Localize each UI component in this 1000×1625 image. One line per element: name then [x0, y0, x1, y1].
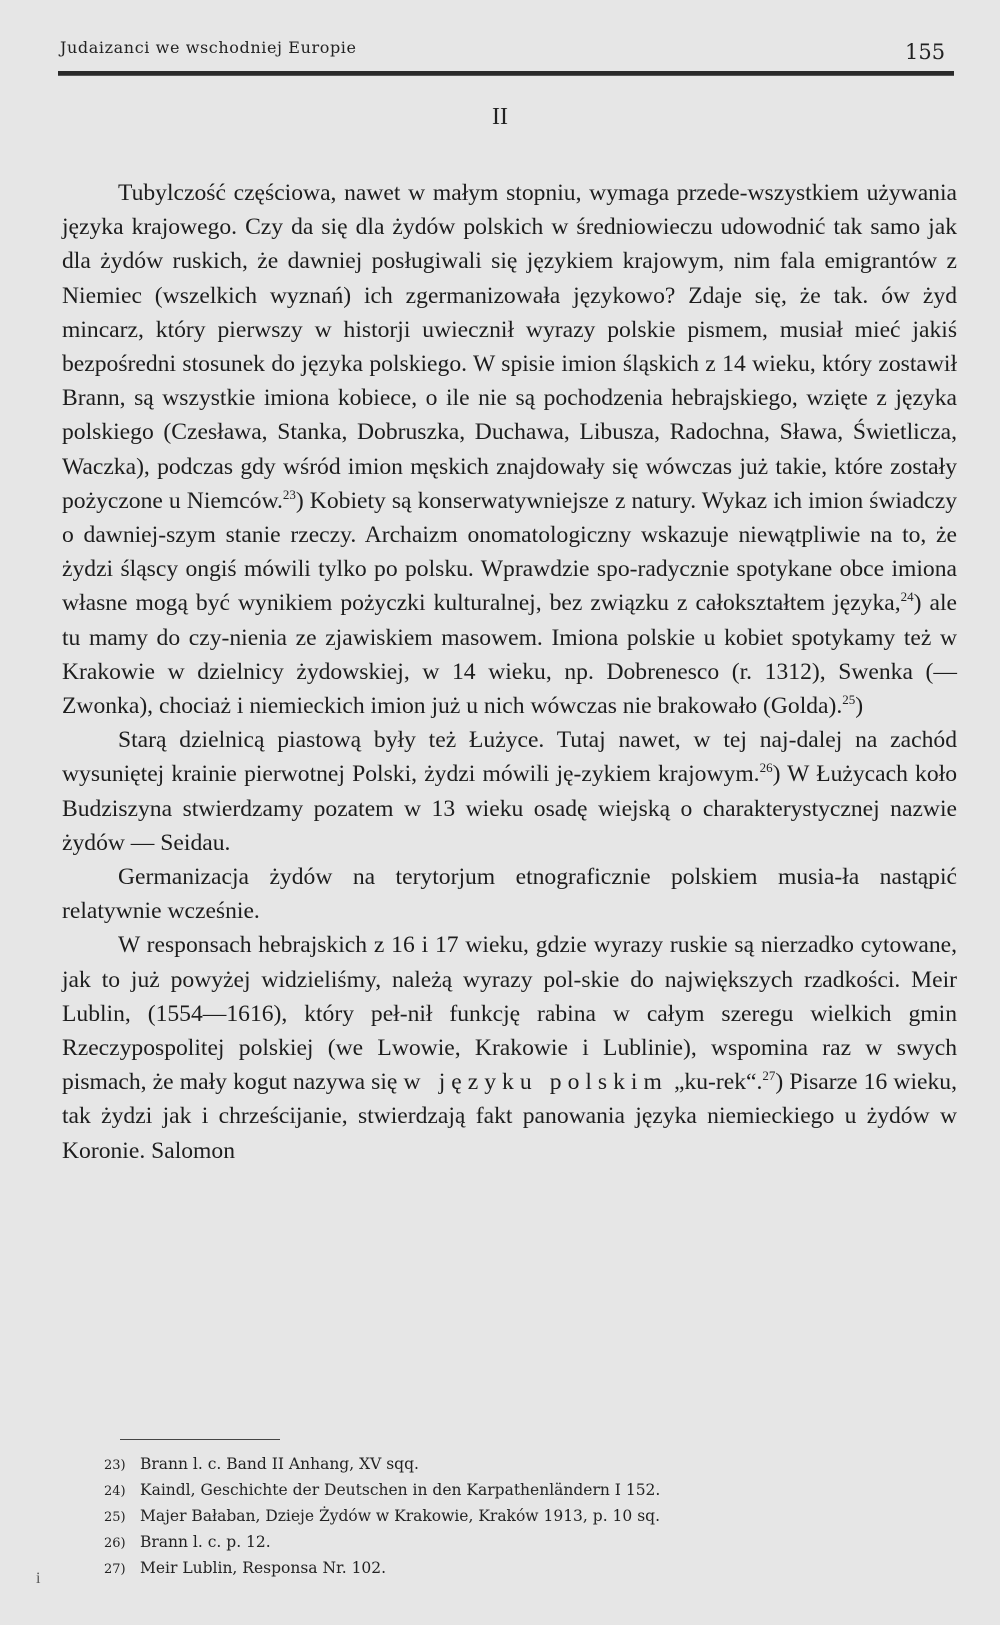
paragraph-tubylczosc: Tubylczość częściowa, nawet w małym stopniu, wymaga przede-wszystkiem używania języka krajowego. Czy da się dla żydów polskich w średniowieczu udowodnić tak samo jak dla żydów ruskich, że dawniej posługiwali się językiem krajowym, nim fala emigrantów z Niemiec (wszelkich wyznań) ich zgermanizowała językowo? Zdaje się, że tak. ów żyd mincarz, który pierwszy w historji uwiecznił wyrazy polskie pismem, musiał mieć jakiś bezpośredni stosunek do języka polskiego. W spisie imion śląskich z 14 wieku, który zostawił Brann, są wszystkie imiona kobiece, o ile nie są pochodzenia hebrajskiego, wzięte z języka polskiego (Czesława, Stanka, Dobruszka, Duchawa, Libusza, Radochna, Sława, Świetlicza, Waczka), podczas gdy wśród imion męskich znajdowały się wówczas już takie, które zostały pożyczone u Niemców.$^{23}$) Kobiety są konserwatywniejsze z natury. Wykaz ich imion świadczy o dawniej-szym stanie rzeczy. Archaizm onomatologiczny wskazuje niewątpliwie na to, że żydzi śląscy ongiś mówili tylko po polsku. Wprawdzie spo-radycznie spotykane obce imiona własne mogą być wynikiem pożyczki kulturalnej, bez związku z całokształtem języka,$^{24}$) ale tu mamy do czy-nienia ze zjawiskiem masowem. Imiona polskie u kobiet spotykamy też w Krakowie w dzielnicy żydowskiej, w 14 wieku, np. Dobrenesco (r. 1312), Swenka (— Zwonka), chociaż i niemieckich imion już u nich wówczas nie brakowało (Golda).$^{25}$) [62, 180, 957, 720]
footnote-27 [104, 1556, 904, 1582]
footnote-text: Brann l. c. p. 12. [140, 1533, 271, 1551]
text-run: ) ale tu mamy do czy-nienia ze zjawiskiem masowem. Imiona polskie u kobiet spotykamy też w Krakowie w dzielnicy żydowskiej, w 14 wieku, np. Dobrenesco (r. 1312), Swenka (— Zwonka), chociaż i niemieckich imion już u nich wówczas nie brakowało (Golda). [62, 590, 957, 720]
footnote-number: 25) [104, 1510, 126, 1525]
footnote-text: Meir Lublin, Responsa Nr. 102. [140, 1559, 387, 1577]
text-run: ) Pisarze 16 wieku, tak żydzi jak i chrześcijanie, stwierdzają fakt panowania języka niemieckiego u żydów w Koronie. Salomon [62, 1069, 957, 1164]
paragraph-responsa [62, 928, 957, 1167]
footnote-23 [104, 1452, 904, 1478]
text-run: „ku-rek“. [667, 1069, 763, 1096]
footnote-number: 27) [104, 1562, 126, 1577]
running-title: Judaizanci we wschodniej Europie [60, 38, 357, 57]
text-run: ) W Łużycach koło Budziszyna stwierdzamy pozatem w 13 wieku osadę wiejską o charakterystycznej nazwie żydów — Seidau. [62, 761, 958, 856]
text-run: Starą dzielnicą piastową były też Łużyce. Tutaj nawet, w tej naj-dalej na zachód wysuniętej krainie pierwotnej Polski, żydzi mówili ję-zykiem krajowym. [62, 727, 957, 788]
paragraph-germanizacja [62, 860, 957, 928]
footnote-ref-27: 27 [762, 1068, 776, 1084]
body-text [62, 176, 957, 1168]
spaced-phrase: w języku polskim [403, 1069, 668, 1096]
footnote-ref-25: 25 [842, 692, 856, 708]
footnote-ref-23: 23 [282, 486, 296, 502]
footnote-number: 23) [104, 1458, 126, 1473]
footnote-number: 24) [104, 1484, 126, 1499]
text-run: W responsach hebrajskich z 16 i 17 wieku, gdzie wyrazy ruskie są nierzadko cytowane, jak to już powyżej widzieliśmy, należą wyrazy pol-skie do największych rzadkości. Meir Lublin, (1554—1616), który peł-nił funkcję rabina w całym szeregu wielkich gmin Rzeczypospolitej polskiej (we Lwowie, Krakowie i Lublinie), wspomina raz w swych pismach, że mały kogut nazywa się [62, 932, 957, 1096]
footnote-text: Brann l. c. Band II Anhang, XV sqq. [140, 1455, 419, 1473]
footnote-text: Majer Bałaban, Dzieje Żydów w Krakowie, Kraków 1913, p. 10 sq. [140, 1507, 661, 1525]
footnotes [104, 1452, 904, 1582]
text-run: Tubylczość częściowa, nawet w małym stopniu, wymaga przede-wszystkiem używania języka krajowego. Czy da się dla żydów polskich w średniowieczu udowodnić tak samo jak dla żydów ruskich, że dawniej posługiwali się językiem krajowym, nim fala emigrantów z Niemiec (wszelkich wyznań) ich zgermanizowała językowo? Zdaje się, że tak. ów żyd mincarz, który pierwszy w historji uwiecznił wyrazy polskie pismem, musiał mieć jakiś bezpośredni stosunek do języka polskiego. W spisie imion śląskich z 14 wieku, który zostawił Brann, są wszystkie imiona kobiece, o ile nie są pochodzenia hebrajskiego, wzięte z języka polskiego (Czesława, Stanka, Dobruszka, Duchawa, Libusza, Radochna, Sława, Świetlicza, Waczka), podczas gdy wśród imion męskich znajdowały się wówczas już takie, które zostały pożyczone u Niemców. [62, 180, 957, 514]
text-run: Germanizacja żydów na terytorjum etnograficznie polskiem musia-ła nastąpić relatywnie wcześnie. [62, 864, 957, 925]
footnote-24 [104, 1478, 904, 1504]
footnote-rule [120, 1439, 280, 1440]
section-heading: II [492, 104, 508, 130]
page-number: 155 [905, 40, 946, 64]
footnote-text: Kaindl, Geschichte der Deutschen in den Karpathenländern I 152. [140, 1481, 661, 1499]
footnote-ref-24: 24 [900, 589, 914, 605]
paragraph-luzyce [62, 723, 957, 860]
text-run: ) Kobiety są konserwatywniejsze z natury. Wykaz ich imion świadczy o dawniej-szym stanie rzeczy. Archaizm onomatologiczny wskazuje niewątpliwie na to, że żydzi śląscy ongiś mówili tylko po polsku. Wprawdzie spo-radycznie spotykane obce imiona własne mogą być wynikiem pożyczki kulturalnej, bez związku z całokształtem języka, [62, 487, 957, 617]
footnote-number: 26) [104, 1536, 126, 1551]
footnote-26 [104, 1530, 904, 1556]
header-rule [58, 71, 954, 76]
margin-mark: i [36, 1570, 41, 1587]
footnote-25 [104, 1504, 904, 1530]
footnote-ref-26: 26 [759, 760, 773, 776]
